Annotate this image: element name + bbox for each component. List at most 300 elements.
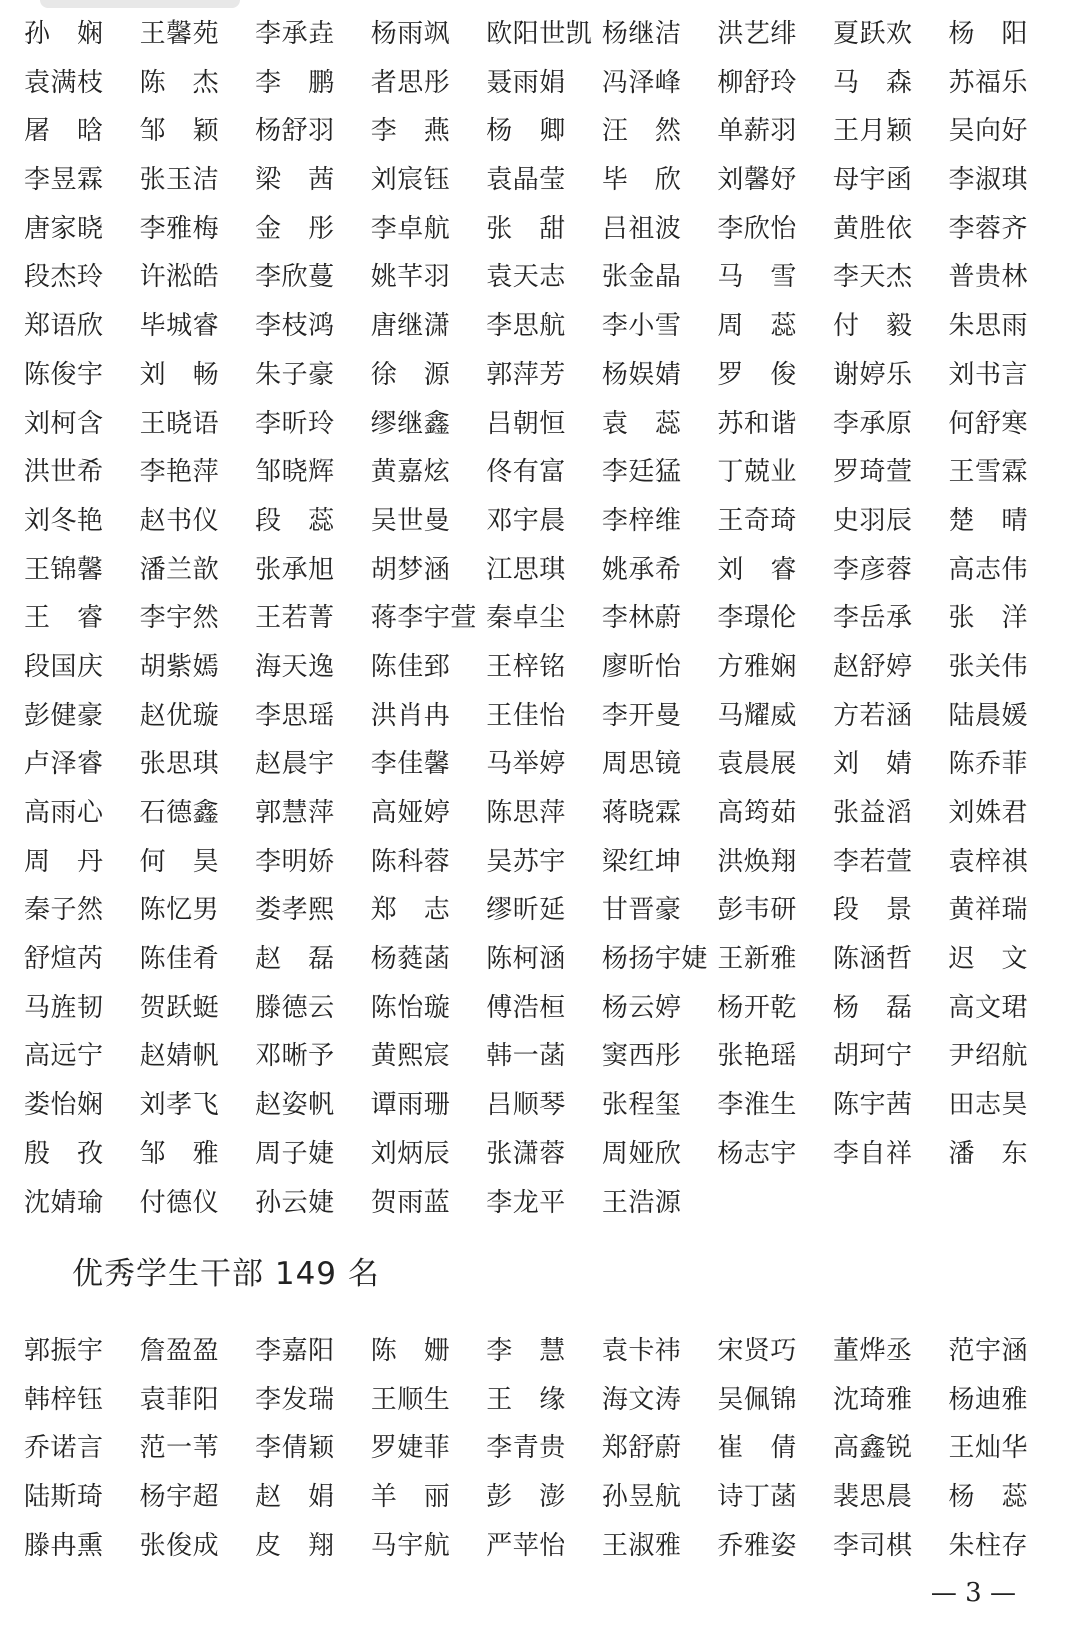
student-name: 吴世曼 — [370, 505, 451, 536]
student-name: 马举婷 — [486, 749, 566, 780]
student-name: 廖昕怡 — [601, 651, 682, 682]
name-row — [24, 1130, 1064, 1179]
student-name: 郑语欣 — [24, 311, 104, 342]
student-name: 郭慧萍 — [255, 798, 335, 828]
student-name: 海文涛 — [601, 1384, 682, 1415]
student-name: 王馨苑 — [139, 19, 220, 49]
student-name: 汪 然 — [601, 116, 682, 147]
student-name: 屠 晗 — [24, 116, 104, 147]
student-name: 李璟伦 — [717, 603, 797, 634]
student-name: 韩梓钰 — [24, 1384, 104, 1415]
name-row — [24, 253, 1064, 302]
student-name: 刘姝君 — [948, 798, 1029, 828]
name-row — [24, 497, 1064, 546]
student-name: 王佳怡 — [486, 700, 566, 731]
student-name: 赵优璇 — [139, 700, 220, 731]
page-number: — 3 — — [930, 1578, 1016, 1608]
student-name: 蒋晓霖 — [601, 798, 682, 828]
student-name: 李昱霖 — [24, 165, 104, 196]
student-name: 刘冬艳 — [24, 505, 104, 536]
student-name: 张玉洁 — [139, 165, 220, 196]
student-name: 李开曼 — [601, 700, 682, 731]
student-name: 缪继鑫 — [370, 408, 451, 439]
student-name: 王晓语 — [139, 408, 220, 439]
student-name: 王 睿 — [24, 603, 104, 634]
student-name: 赵姿帆 — [255, 1090, 335, 1121]
student-name: 胡梦涵 — [370, 554, 451, 585]
student-name: 胡紫嫣 — [139, 651, 220, 682]
student-name: 李彦蓉 — [832, 554, 913, 585]
student-name: 方若涵 — [832, 700, 913, 731]
student-name: 袁满枝 — [24, 67, 104, 98]
student-name: 李天杰 — [832, 262, 913, 293]
student-name: 周娅欣 — [601, 1138, 682, 1169]
student-name: 袁卡祎 — [601, 1336, 682, 1366]
student-name: 刘孝飞 — [139, 1090, 220, 1121]
student-name: 李承垚 — [255, 19, 335, 49]
name-row — [24, 1522, 1064, 1571]
student-name: 唐继潇 — [370, 311, 451, 342]
student-name: 赵婧帆 — [139, 1041, 220, 1072]
student-name: 赵 磊 — [255, 944, 335, 975]
student-name: 陈佳肴 — [139, 944, 220, 975]
student-name: 黄嘉炫 — [370, 457, 451, 488]
student-name: 陆晨媛 — [948, 700, 1029, 731]
student-name: 羊 丽 — [370, 1482, 451, 1513]
name-row — [24, 205, 1064, 254]
student-name: 陈乔菲 — [948, 749, 1029, 780]
student-name: 孙昱航 — [601, 1482, 682, 1513]
student-name: 袁晶莹 — [486, 165, 566, 196]
student-name: 卢泽睿 — [24, 749, 104, 780]
student-name: 李枝鸿 — [255, 311, 335, 342]
student-name: 李宇然 — [139, 603, 220, 634]
student-name: 杨 磊 — [832, 992, 913, 1023]
student-name: 陈思萍 — [486, 798, 566, 828]
name-row — [24, 1032, 1064, 1081]
student-name: 杨蕤菡 — [370, 944, 451, 975]
student-name: 刘柯含 — [24, 408, 104, 439]
student-name: 窦西彤 — [601, 1041, 682, 1072]
student-name: 史羽辰 — [832, 505, 913, 536]
student-name: 孙云婕 — [255, 1187, 335, 1218]
student-name: 陈怡璇 — [370, 992, 451, 1023]
student-name: 田志昊 — [948, 1090, 1029, 1121]
student-name: 刘馨妤 — [717, 165, 797, 196]
student-name: 付 毅 — [832, 311, 913, 342]
student-name: 杨迪雅 — [948, 1384, 1029, 1415]
student-name: 甘晋豪 — [601, 895, 682, 926]
student-name: 高文珺 — [948, 992, 1029, 1023]
name-row — [24, 886, 1064, 935]
student-name: 佟有富 — [486, 457, 566, 488]
student-name: 者思彤 — [370, 67, 451, 98]
student-name: 郑舒蔚 — [601, 1433, 682, 1464]
student-name: 张潇蓉 — [486, 1138, 566, 1169]
student-name: 邓宇晨 — [486, 505, 566, 536]
student-name: 潘兰歆 — [139, 554, 220, 585]
student-name: 高筠茹 — [717, 798, 797, 828]
student-name: 尹绍航 — [948, 1041, 1029, 1072]
student-name: 潘 东 — [948, 1138, 1029, 1169]
student-name: 段 蕊 — [255, 505, 335, 536]
student-name: 袁菲阳 — [139, 1384, 220, 1415]
student-name: 段 景 — [832, 895, 913, 926]
student-name: 王灿华 — [948, 1433, 1029, 1464]
student-name: 罗婕菲 — [370, 1433, 451, 1464]
name-row — [24, 935, 1064, 984]
student-name: 黄熙宸 — [370, 1041, 451, 1072]
student-name: 张 洋 — [948, 603, 1029, 634]
student-name: 李廷猛 — [601, 457, 682, 488]
student-name: 李卓航 — [370, 213, 451, 244]
student-name: 宋贤巧 — [717, 1336, 797, 1366]
student-name: 李佳馨 — [370, 749, 451, 780]
student-name: 秦卓尘 — [486, 603, 566, 634]
student-name: 徐 源 — [370, 359, 451, 390]
student-name: 王淑雅 — [601, 1530, 682, 1561]
student-name: 杨宇超 — [139, 1482, 220, 1513]
student-name: 李林蔚 — [601, 603, 682, 634]
student-name: 苏福乐 — [948, 67, 1029, 98]
student-name: 彭 澎 — [486, 1482, 566, 1513]
student-name: 胡珂宁 — [832, 1041, 913, 1072]
student-name: 皮 翔 — [255, 1530, 335, 1561]
student-name: 李蓉齐 — [948, 213, 1029, 244]
student-name: 梁红坤 — [601, 846, 682, 877]
student-name: 张承旭 — [255, 554, 335, 585]
student-name: 邓晰予 — [255, 1041, 335, 1072]
name-row — [24, 10, 1064, 59]
name-row — [24, 1376, 1064, 1425]
student-name: 范一苇 — [139, 1433, 220, 1464]
student-name: 邹 雅 — [139, 1138, 220, 1169]
student-name: 蒋李宇萱 — [370, 603, 477, 634]
student-name — [833, 1179, 949, 1228]
student-name: 高志伟 — [948, 554, 1029, 585]
student-name: 王顺生 — [370, 1384, 451, 1415]
student-name: 李梓维 — [601, 505, 682, 536]
student-name: 黄祥瑞 — [948, 895, 1029, 926]
student-name: 邹 颖 — [139, 116, 220, 147]
student-name: 冯泽峰 — [601, 67, 682, 98]
student-name: 黄胜依 — [832, 213, 913, 244]
student-name: 苏和谐 — [717, 408, 797, 439]
name-row — [24, 546, 1064, 595]
student-name: 付德仪 — [139, 1187, 220, 1218]
student-name: 姚承希 — [601, 554, 682, 585]
student-name: 杨云婷 — [601, 992, 682, 1023]
student-name: 陈 姗 — [370, 1336, 451, 1366]
student-name: 娄孝熙 — [255, 895, 335, 926]
student-name: 周 丹 — [24, 846, 104, 877]
student-name: 傅浩桓 — [486, 992, 566, 1023]
student-name: 李 鹏 — [255, 67, 335, 98]
student-name: 谢婷乐 — [832, 359, 913, 390]
student-name: 李龙平 — [486, 1187, 566, 1218]
student-cadre-name-list — [24, 1327, 1064, 1570]
student-name: 李岳承 — [832, 603, 913, 634]
student-name: 李青贵 — [486, 1433, 566, 1464]
student-name: 乔雅姿 — [717, 1530, 797, 1561]
student-name: 郭振宇 — [24, 1336, 104, 1366]
student-name: 吴佩锦 — [717, 1384, 797, 1415]
student-name: 何 昊 — [139, 846, 220, 877]
student-name: 高鑫锐 — [832, 1433, 913, 1464]
student-name: 陈 杰 — [139, 67, 220, 98]
student-name: 董烨丞 — [832, 1336, 913, 1366]
student-name: 洪肖冉 — [370, 700, 451, 731]
student-name: 陈俊宇 — [24, 359, 104, 390]
student-name: 何舒寒 — [948, 408, 1029, 439]
student-name: 张艳瑶 — [717, 1041, 797, 1072]
student-name: 袁天志 — [486, 262, 566, 293]
student-name: 陈涵哲 — [832, 944, 913, 975]
student-name: 杨 卿 — [486, 116, 566, 147]
student-name: 王奇琦 — [717, 505, 797, 536]
student-name: 朱思雨 — [948, 311, 1029, 342]
student-name: 李倩颖 — [255, 1433, 335, 1464]
student-name: 马宇航 — [370, 1530, 451, 1561]
student-name: 诗丁菡 — [717, 1482, 797, 1513]
student-name: 贺跃蜓 — [139, 992, 220, 1023]
student-name: 唐家晓 — [24, 213, 104, 244]
student-name: 高雨心 — [24, 798, 104, 828]
student-name: 秦子然 — [24, 895, 104, 926]
student-name: 李昕玲 — [255, 408, 335, 439]
student-name: 王 缘 — [486, 1384, 566, 1415]
student-name: 裴思晨 — [832, 1482, 913, 1513]
student-name: 缪昕延 — [486, 895, 566, 926]
name-row — [24, 789, 1064, 838]
student-name: 娄怡娴 — [24, 1090, 104, 1121]
student-name: 李思瑶 — [255, 700, 335, 731]
name-row — [24, 692, 1064, 741]
student-name: 李承原 — [832, 408, 913, 439]
name-row — [24, 1473, 1064, 1522]
student-name: 刘书言 — [948, 359, 1029, 390]
student-name: 滕德云 — [255, 992, 335, 1023]
student-name: 夏跃欢 — [832, 19, 913, 49]
student-name: 姚芊羽 — [370, 262, 451, 293]
student-name: 洪艺绯 — [717, 19, 797, 49]
student-name: 沈琦雅 — [832, 1384, 913, 1415]
student-name: 杨娱婧 — [601, 359, 682, 390]
student-name: 朱柱存 — [948, 1530, 1029, 1561]
student-name: 石德鑫 — [139, 798, 220, 828]
student-name: 赵晨宇 — [255, 749, 335, 780]
student-name: 周思镜 — [601, 749, 682, 780]
student-name: 周子婕 — [255, 1138, 335, 1169]
student-name: 朱子豪 — [255, 359, 335, 390]
student-name: 刘宸钰 — [370, 165, 451, 196]
name-row — [24, 984, 1064, 1033]
student-name: 赵书仪 — [139, 505, 220, 536]
student-name: 孙 娴 — [24, 19, 104, 49]
student-name: 李欣蔓 — [255, 262, 335, 293]
student-name: 张程玺 — [601, 1090, 682, 1121]
student-name: 王若菁 — [255, 603, 335, 634]
student-name: 韩一菡 — [486, 1041, 566, 1072]
name-row — [24, 1081, 1064, 1130]
student-name — [717, 1179, 833, 1228]
student-name: 袁梓祺 — [948, 846, 1029, 877]
name-row — [24, 59, 1064, 108]
student-name: 李雅梅 — [139, 213, 220, 244]
student-name: 郭萍芳 — [486, 359, 566, 390]
student-name: 乔诺言 — [24, 1433, 104, 1464]
student-name: 高娅婷 — [370, 798, 451, 828]
name-row — [24, 156, 1064, 205]
name-row — [24, 1424, 1064, 1473]
student-name: 李自祥 — [832, 1138, 913, 1169]
student-name: 李淑琪 — [948, 165, 1029, 196]
name-row — [24, 107, 1064, 156]
name-row — [24, 740, 1064, 789]
student-name: 邹晓辉 — [255, 457, 335, 488]
student-name: 刘 畅 — [139, 359, 220, 390]
student-name: 王新雅 — [717, 944, 797, 975]
student-name: 李发瑞 — [255, 1384, 335, 1415]
student-name: 李 慧 — [486, 1336, 566, 1366]
student-name: 金 彤 — [255, 213, 335, 244]
student-name: 许淞皓 — [139, 262, 220, 293]
student-name: 刘炳辰 — [370, 1138, 451, 1169]
student-name: 严苹怡 — [486, 1530, 566, 1561]
student-name: 赵 娟 — [255, 1482, 335, 1513]
student-name: 郑 志 — [370, 895, 451, 926]
student-name: 彭韦研 — [717, 895, 797, 926]
student-name: 滕冉熏 — [24, 1530, 104, 1561]
student-name: 海天逸 — [255, 651, 335, 682]
student-name: 马旌韧 — [24, 992, 104, 1023]
student-name: 吴苏宇 — [486, 846, 566, 877]
student-name: 马耀威 — [717, 700, 797, 731]
student-name: 王雪霖 — [948, 457, 1029, 488]
name-row — [24, 448, 1064, 497]
student-name: 李艳萍 — [139, 457, 220, 488]
name-row — [24, 351, 1064, 400]
student-name: 袁晨展 — [717, 749, 797, 780]
student-name: 赵舒婷 — [832, 651, 913, 682]
page-top-edge — [40, 0, 240, 8]
student-name: 吕朝恒 — [486, 408, 566, 439]
student-name: 丁兢业 — [717, 457, 797, 488]
student-name: 张金晶 — [601, 262, 682, 293]
student-name: 李思航 — [486, 311, 566, 342]
name-row — [24, 302, 1064, 351]
student-name: 李司棋 — [832, 1530, 913, 1561]
student-name: 张关伟 — [948, 651, 1029, 682]
student-name: 刘 睿 — [717, 554, 797, 585]
student-name: 马 雪 — [717, 262, 797, 293]
student-name: 普贵林 — [948, 262, 1029, 293]
student-name: 杨 蕊 — [948, 1482, 1029, 1513]
name-row — [24, 1327, 1064, 1376]
student-name: 张益滔 — [832, 798, 913, 828]
student-name: 罗 俊 — [717, 359, 797, 390]
student-name: 陈宇茜 — [832, 1090, 913, 1121]
section-title: 优秀学生干部 149 名 — [72, 1256, 380, 1292]
student-name: 杨扬宇婕 — [601, 944, 708, 975]
name-row — [24, 1179, 1064, 1228]
student-name: 高远宁 — [24, 1041, 104, 1072]
student-name: 王浩源 — [601, 1187, 682, 1218]
name-row — [24, 838, 1064, 887]
student-name: 王梓铭 — [486, 651, 566, 682]
student-name: 张俊成 — [139, 1530, 220, 1561]
student-name: 彭健豪 — [24, 700, 104, 731]
student-name: 母宇函 — [832, 165, 913, 196]
student-name: 王月颖 — [832, 116, 913, 147]
student-name: 陈忆男 — [139, 895, 220, 926]
student-name: 段杰玲 — [24, 262, 104, 293]
student-name: 李欣怡 — [717, 213, 797, 244]
student-name: 张思琪 — [139, 749, 220, 780]
student-name: 柳舒玲 — [717, 67, 797, 98]
student-name: 舒煊芮 — [24, 944, 104, 975]
student-name: 王锦馨 — [24, 554, 104, 585]
student-name: 洪世希 — [24, 457, 104, 488]
student-name: 袁 蕊 — [601, 408, 682, 439]
student-name: 江思琪 — [486, 554, 566, 585]
student-name: 杨 阳 — [948, 19, 1029, 49]
student-name: 罗琦萱 — [832, 457, 913, 488]
student-name: 吕祖波 — [601, 213, 682, 244]
student-name: 刘 婧 — [832, 749, 913, 780]
student-name: 马 森 — [832, 67, 913, 98]
student-name: 李 燕 — [370, 116, 451, 147]
student-name: 洪焕翔 — [717, 846, 797, 877]
student-name: 杨开乾 — [717, 992, 797, 1023]
student-name: 陆斯琦 — [24, 1482, 104, 1513]
student-name: 李若萱 — [832, 846, 913, 877]
name-row — [24, 643, 1064, 692]
student-name: 杨雨飒 — [370, 19, 451, 49]
student-name: 周 蕊 — [717, 311, 797, 342]
name-row — [24, 400, 1064, 449]
student-name: 聂雨娟 — [486, 67, 566, 98]
student-name: 杨继洁 — [601, 19, 682, 49]
student-name: 杨志宇 — [717, 1138, 797, 1169]
student-name: 崔 倩 — [717, 1433, 797, 1464]
student-name — [949, 1179, 1065, 1228]
student-name: 李小雪 — [601, 311, 682, 342]
student-name: 李嘉阳 — [255, 1336, 335, 1366]
student-name: 陈佳郅 — [370, 651, 451, 682]
student-name: 楚 晴 — [948, 505, 1029, 536]
student-name: 梁 茜 — [255, 165, 335, 196]
student-name: 吕顺琴 — [486, 1090, 566, 1121]
student-name: 李淮生 — [717, 1090, 797, 1121]
student-name: 李明娇 — [255, 846, 335, 877]
student-name: 陈柯涵 — [486, 944, 566, 975]
student-name: 范宇涵 — [948, 1336, 1029, 1366]
student-name: 杨舒羽 — [255, 116, 335, 147]
student-name: 吴向好 — [948, 116, 1029, 147]
student-name: 欧阳世凯 — [486, 19, 593, 49]
student-name: 方雅娴 — [717, 651, 797, 682]
student-name: 詹盈盈 — [139, 1336, 220, 1366]
student-name: 迟 文 — [948, 944, 1029, 975]
honor-student-name-list — [24, 10, 1064, 1227]
student-name: 谭雨珊 — [370, 1090, 451, 1121]
student-name: 毕城睿 — [139, 311, 220, 342]
student-name: 陈科蓉 — [370, 846, 451, 877]
student-name: 殷 孜 — [24, 1138, 104, 1169]
student-name: 沈婧瑜 — [24, 1187, 104, 1218]
student-name: 贺雨蓝 — [370, 1187, 451, 1218]
